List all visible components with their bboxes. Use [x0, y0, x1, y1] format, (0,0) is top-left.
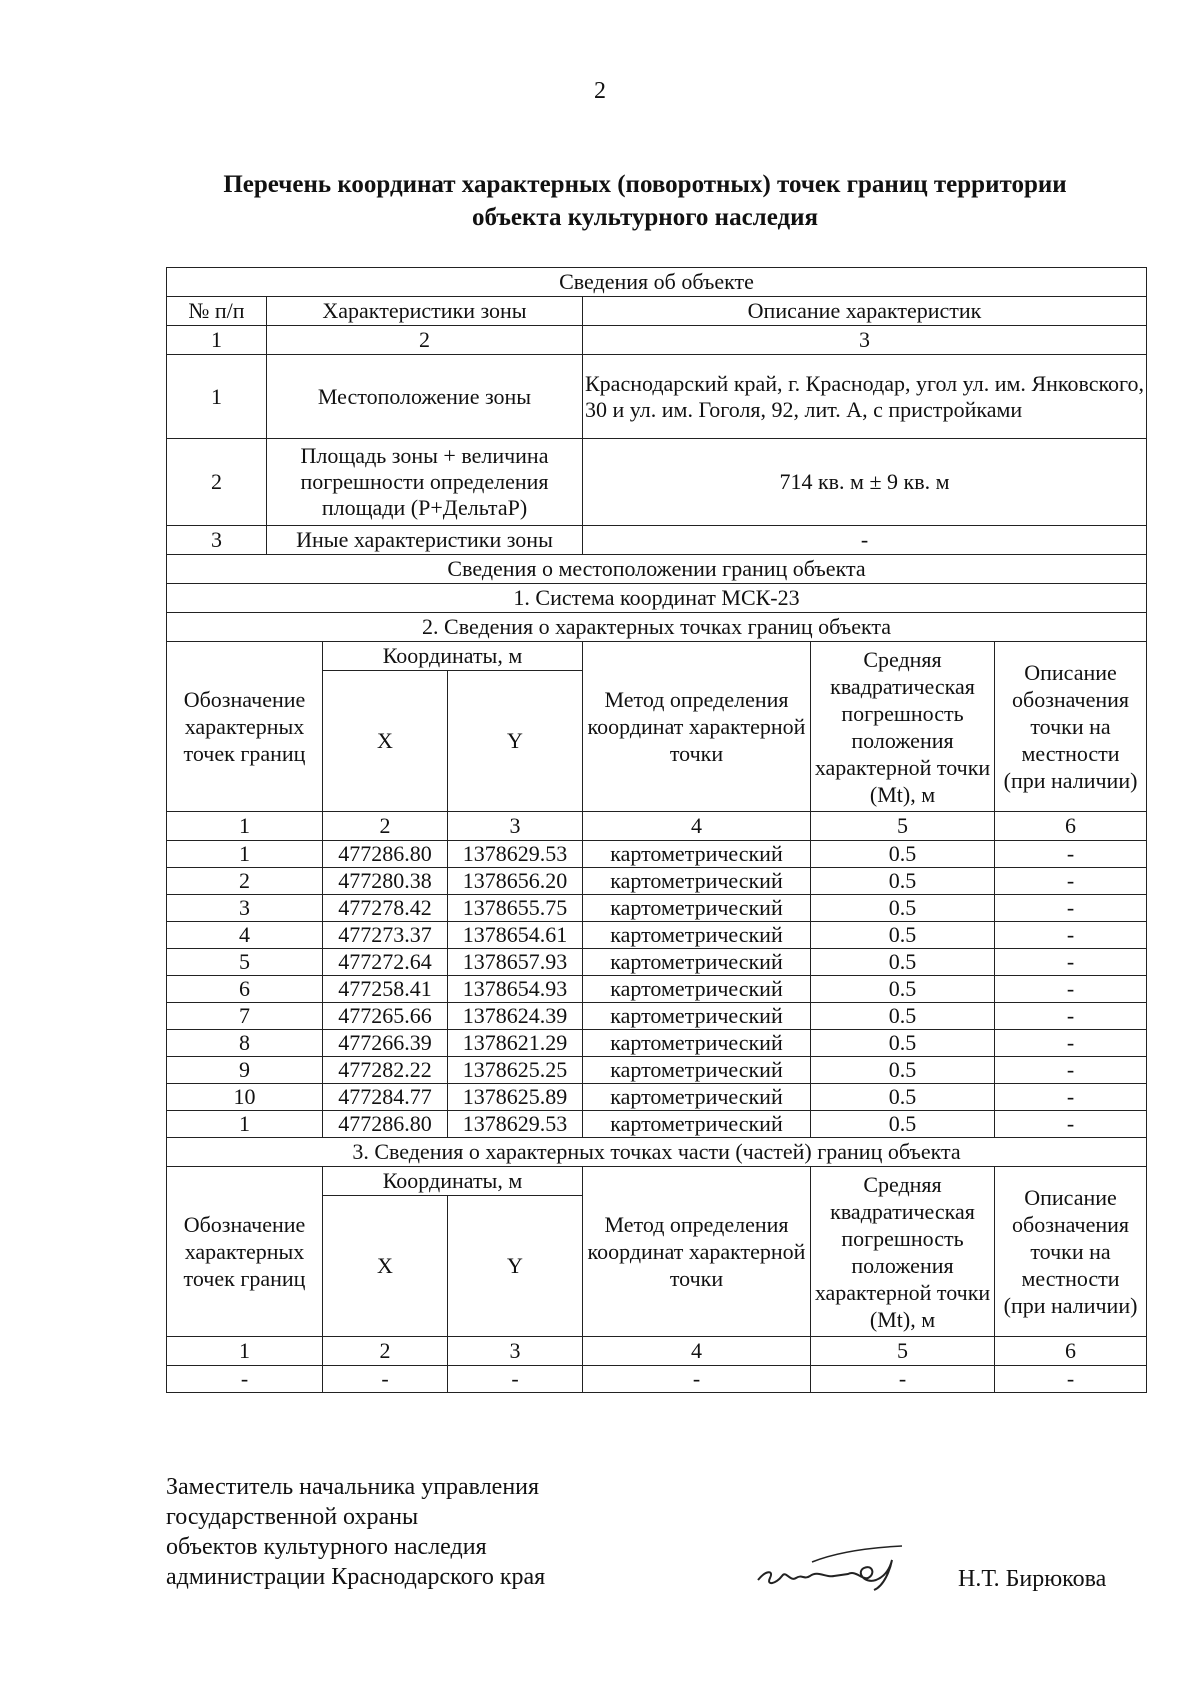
point-x: 477284.77: [323, 1084, 448, 1111]
point-y: 1378625.25: [448, 1057, 583, 1084]
point-desc: -: [995, 1003, 1147, 1030]
document-title: [150, 168, 1140, 234]
signer-position: государственной охраны: [166, 1504, 419, 1530]
column-index: 1: [167, 812, 323, 841]
point-id: 1: [167, 1111, 323, 1138]
point-mt: -: [811, 1366, 995, 1393]
point-y: 1378629.53: [448, 841, 583, 868]
point-mt: 0.5: [811, 949, 995, 976]
point-mt: 0.5: [811, 1084, 995, 1111]
col-char-header: Характеристики зоны: [267, 297, 583, 326]
point-desc: -: [995, 976, 1147, 1003]
point-mt: 0.5: [811, 1057, 995, 1084]
point-row: [167, 1084, 1147, 1111]
column-index: 3: [448, 1337, 583, 1366]
point-mt: 0.5: [811, 1003, 995, 1030]
point-desc: -: [995, 895, 1147, 922]
point-method: картометрический: [583, 949, 811, 976]
points-body: [167, 841, 1147, 1138]
point-x: 477278.42: [323, 895, 448, 922]
point-mt: 0.5: [811, 922, 995, 949]
object-row-name: Иные характеристики зоны: [267, 526, 583, 555]
column-index: 2: [323, 1337, 448, 1366]
handwritten-signature: [752, 1540, 912, 1600]
page-number: 2: [594, 78, 606, 104]
location-header: Сведения о местоположении границ объекта: [167, 555, 1147, 584]
description-header: Описание обозначения точки на местности (при наличии): [995, 642, 1147, 812]
signer-position: администрации Краснодарского края: [166, 1564, 546, 1590]
point-y: -: [448, 1366, 583, 1393]
signer-position: объектов культурного наследия: [166, 1534, 487, 1560]
point-y: 1378625.89: [448, 1084, 583, 1111]
point-row: [167, 1030, 1147, 1057]
parts-body: [167, 1366, 1147, 1393]
object-row-name: Местоположение зоны: [267, 355, 583, 439]
point-row: [167, 1057, 1147, 1084]
y-header: Y: [448, 1196, 583, 1337]
point-desc: -: [995, 949, 1147, 976]
point-mt: 0.5: [811, 1030, 995, 1057]
points-section-header: 2. Сведения о характерных точках границ объекта: [167, 613, 1147, 642]
object-row-num: 1: [167, 355, 267, 439]
point-y: 1378657.93: [448, 949, 583, 976]
point-id: 10: [167, 1084, 323, 1111]
point-id: 3: [167, 895, 323, 922]
designation-header: Обозначение характерных точек границ: [167, 642, 323, 812]
point-x: 477286.80: [323, 1111, 448, 1138]
point-method: картометрический: [583, 922, 811, 949]
point-id: 6: [167, 976, 323, 1003]
object-row-num: 3: [167, 526, 267, 555]
point-id: 7: [167, 1003, 323, 1030]
signer-position: Заместитель начальника управления: [166, 1474, 540, 1500]
point-mt: 0.5: [811, 895, 995, 922]
point-method: картометрический: [583, 1030, 811, 1057]
point-x: 477286.80: [323, 841, 448, 868]
point-row: [167, 1003, 1147, 1030]
point-id: 4: [167, 922, 323, 949]
coords-header: Координаты, м: [323, 1167, 583, 1196]
col-num-header: № п/п: [167, 297, 267, 326]
y-header: Y: [448, 671, 583, 812]
point-x: 477273.37: [323, 922, 448, 949]
point-method: картометрический: [583, 1057, 811, 1084]
point-x: 477282.22: [323, 1057, 448, 1084]
title-line-1: Перечень координат характерных (поворотных) точек границ территории: [223, 171, 1067, 198]
column-index: 4: [583, 1337, 811, 1366]
point-y: 1378624.39: [448, 1003, 583, 1030]
object-row-name: Площадь зоны + величина погрешности определения площади (Р+ДельтаР): [267, 439, 583, 526]
point-y: 1378654.93: [448, 976, 583, 1003]
point-mt: 0.5: [811, 868, 995, 895]
point-y: 1378621.29: [448, 1030, 583, 1057]
point-id: 8: [167, 1030, 323, 1057]
point-desc: -: [995, 868, 1147, 895]
error-header: Средняя квадратическая погрешность положения характерной точки (Mt), м: [811, 1167, 995, 1337]
point-desc: -: [995, 1366, 1147, 1393]
column-index: 6: [995, 1337, 1147, 1366]
point-y: 1378629.53: [448, 1111, 583, 1138]
point-row: [167, 1366, 1147, 1393]
point-id: 9: [167, 1057, 323, 1084]
coordinates-table: [166, 267, 1147, 1393]
point-row: [167, 868, 1147, 895]
point-mt: 0.5: [811, 976, 995, 1003]
point-x: 477265.66: [323, 1003, 448, 1030]
point-desc: -: [995, 841, 1147, 868]
object-row-value: -: [583, 526, 1147, 555]
description-header: Описание обозначения точки на местности (при наличии): [995, 1167, 1147, 1337]
coordinate-system: 1. Система координат МСК-23: [167, 584, 1147, 613]
point-method: картометрический: [583, 976, 811, 1003]
point-method: картометрический: [583, 868, 811, 895]
coords-header: Координаты, м: [323, 642, 583, 671]
point-mt: 0.5: [811, 841, 995, 868]
point-method: картометрический: [583, 1003, 811, 1030]
point-y: 1378656.20: [448, 868, 583, 895]
point-x: 477272.64: [323, 949, 448, 976]
point-desc: -: [995, 922, 1147, 949]
column-index: 1: [167, 1337, 323, 1366]
point-row: [167, 841, 1147, 868]
point-row: [167, 922, 1147, 949]
object-row-value: Краснодарский край, г. Краснодар, угол ул. им. Янковского, 30 и ул. им. Гоголя, 92, лит. А, с пристройками: [583, 355, 1147, 439]
point-id: 2: [167, 868, 323, 895]
point-row: [167, 976, 1147, 1003]
point-desc: -: [995, 1084, 1147, 1111]
point-desc: -: [995, 1057, 1147, 1084]
object-info-header: Сведения об объекте: [167, 268, 1147, 297]
object-idx: 1: [167, 326, 267, 355]
point-y: 1378655.75: [448, 895, 583, 922]
point-row: [167, 949, 1147, 976]
point-x: -: [323, 1366, 448, 1393]
title-line-2: объекта культурного наследия: [471, 204, 819, 231]
point-id: 5: [167, 949, 323, 976]
object-idx: 2: [267, 326, 583, 355]
object-idx: 3: [583, 326, 1147, 355]
point-x: 477266.39: [323, 1030, 448, 1057]
point-id: -: [167, 1366, 323, 1393]
column-index: 3: [448, 812, 583, 841]
point-method: картометрический: [583, 895, 811, 922]
error-header: Средняя квадратическая погрешность положения характерной точки (Mt), м: [811, 642, 995, 812]
point-mt: 0.5: [811, 1111, 995, 1138]
point-method: картометрический: [583, 1084, 811, 1111]
column-index: 5: [811, 812, 995, 841]
point-x: 477258.41: [323, 976, 448, 1003]
point-desc: -: [995, 1111, 1147, 1138]
x-header: X: [323, 671, 448, 812]
point-y: 1378654.61: [448, 922, 583, 949]
column-index: 5: [811, 1337, 995, 1366]
point-desc: -: [995, 1030, 1147, 1057]
column-index: 4: [583, 812, 811, 841]
col-desc-header: Описание характеристик: [583, 297, 1147, 326]
signer-name: Н.Т. Бирюкова: [958, 1566, 1107, 1592]
column-index: 2: [323, 812, 448, 841]
point-method: -: [583, 1366, 811, 1393]
point-id: 1: [167, 841, 323, 868]
object-row-value: 714 кв. м ± 9 кв. м: [583, 439, 1147, 526]
point-x: 477280.38: [323, 868, 448, 895]
x-header: X: [323, 1196, 448, 1337]
parts-section-header: 3. Сведения о характерных точках части (частей) границ объекта: [167, 1138, 1147, 1167]
signature-block: [166, 1472, 545, 1592]
column-index: 6: [995, 812, 1147, 841]
method-header: Метод определения координат характерной точки: [583, 1167, 811, 1337]
point-method: картометрический: [583, 841, 811, 868]
point-row: [167, 895, 1147, 922]
designation-header: Обозначение характерных точек границ: [167, 1167, 323, 1337]
point-row: [167, 1111, 1147, 1138]
method-header: Метод определения координат характерной точки: [583, 642, 811, 812]
object-row-num: 2: [167, 439, 267, 526]
point-method: картометрический: [583, 1111, 811, 1138]
